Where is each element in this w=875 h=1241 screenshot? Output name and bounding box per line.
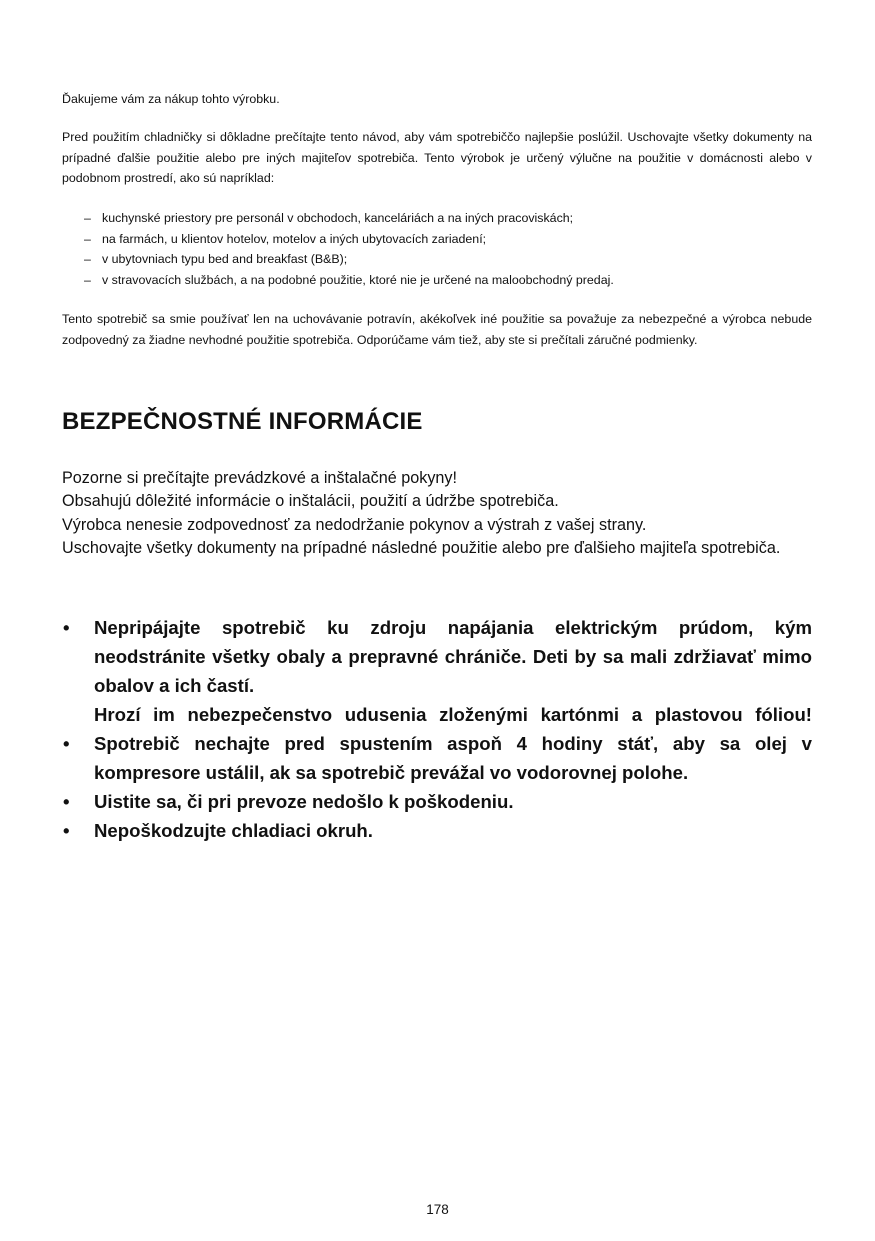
safety-line: Výrobca nenesie zodpovednosť za nedodržanie pokynov a výstrah z vašej strany.: [62, 515, 647, 534]
bullet-icon: •: [63, 733, 70, 754]
usage-environment-list: [62, 208, 812, 290]
safety-bullet: • Nepoškodzujte chladiaci okruh.: [62, 816, 812, 845]
intro-paragraph: Pred použitím chladničky si dôkladne prečítajte tento návod, aby vám spotrebiččo najlepšie poslúžil. Uschovajte všetky dokumenty na prípadné ďalšie použitie alebo pre iných majiteľov spotrebiča. Tento výrobok je určený výlučne na použitie v domácnosti alebo v podobnom prostredí, ako sú napríklad:: [62, 130, 812, 186]
section-heading: BEZPEČNOSTNÉ INFORMÁCIE: [62, 408, 423, 435]
dash-icon: –: [84, 272, 91, 287]
bullet-icon: •: [63, 791, 70, 812]
safety-bullet: • Nepripájajte spotrebič ku zdroju napájania elektrickým prúdom, kým neodstránite všetky obaly a prepravné chrániče. Deti by sa mali zdržiavať mimo obalov a ich častí. Hrozí im nebezpečenstvo udusenia zloženými kartónmi a plastovou fóliou!: [62, 613, 812, 729]
list-item: – v ubytovniach typu bed and breakfast (B&B);: [62, 249, 812, 270]
dash-icon: –: [84, 252, 91, 267]
safety-bullet: • Spotrebič nechajte pred spustením aspoň 4 hodiny stáť, aby sa olej v kompresore ustálil, ak sa spotrebič prevážal vo vodorovnej polohe.: [62, 729, 812, 787]
safety-intro: [62, 467, 812, 560]
usage-paragraph: Tento spotrebič sa smie používať len na uchovávanie potravín, akékoľvek iné použitie sa považuje za nebezpečné a výrobca nebude zodpovedný za žiadne nevhodné použitie spotrebiča. Odporúčame vám tiež, aby ste si prečítali záručné podmienky.: [62, 312, 812, 347]
safety-bullet-list: [62, 613, 812, 845]
safety-line: Obsahujú dôležité informácie o inštalácii, použití a údržbe spotrebiča.: [62, 492, 559, 511]
list-item: – na farmách, u klientov hotelov, motelov a iných ubytovacích zariadení;: [62, 229, 812, 250]
safety-line: Pozorne si prečítajte prevádzkové a inštalačné pokyny!: [62, 469, 458, 487]
safety-line: Uschovajte všetky dokumenty na prípadné následné použitie alebo pre ďalšieho majiteľa spotrebiča.: [62, 538, 781, 557]
list-item: – kuchynské priestory pre personál v obchodoch, kanceláriách a na iných pracoviskách;: [62, 208, 812, 229]
bullet-icon: •: [63, 617, 70, 638]
page-number: 178: [426, 1202, 449, 1217]
dash-icon: –: [84, 231, 91, 246]
dash-icon: –: [84, 211, 91, 225]
bullet-icon: •: [63, 820, 70, 841]
thanks-paragraph: Ďakujeme vám za nákup tohto výrobku.: [62, 92, 280, 106]
safety-bullet: • Uistite sa, či pri prevoze nedošlo k poškodeniu.: [62, 787, 812, 816]
list-item: – v stravovacích službách, a na podobné použitie, ktoré nie je určené na maloobchodný predaj.: [62, 270, 812, 291]
